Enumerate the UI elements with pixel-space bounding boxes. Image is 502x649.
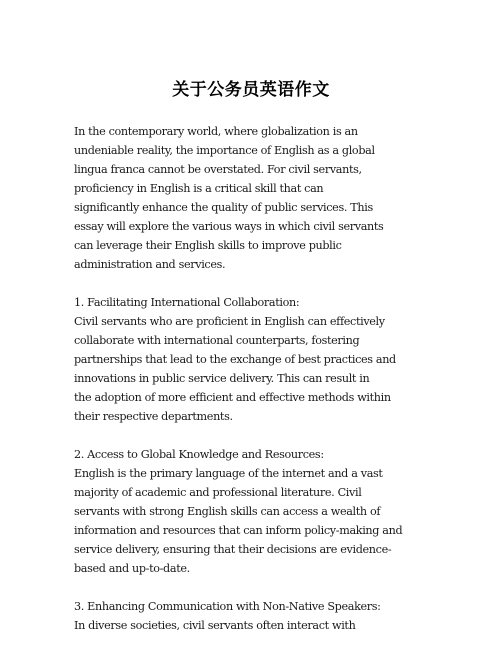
section-2 xyxy=(74,445,434,578)
text-line: proficiency in English is a critical skill that can xyxy=(74,182,324,195)
text-line: lingua franca cannot be overstated. For civil servants, xyxy=(74,163,362,176)
text-line: can leverage their English skills to improve public xyxy=(74,239,342,252)
section-1 xyxy=(74,293,434,426)
text-line: In diverse societies, civil servants often interact with xyxy=(74,619,356,632)
paragraph-spacer xyxy=(74,578,434,597)
section-heading: 3. Enhancing Communication with Non-Native Speakers: xyxy=(74,600,381,613)
text-line: partnerships that lead to the exchange of best practices and xyxy=(74,353,396,366)
text-line: based and up-to-date. xyxy=(74,562,190,575)
text-line: information and resources that can inform policy-making and xyxy=(74,524,403,537)
text-line: significantly enhance the quality of public services. This xyxy=(74,201,373,214)
text-line: essay will explore the various ways in which civil servants xyxy=(74,220,384,233)
document-body xyxy=(74,122,434,635)
text-line: service delivery, ensuring that their decisions are evidence- xyxy=(74,543,392,556)
text-line: In the contemporary world, where globalization is an xyxy=(74,125,358,138)
text-line: servants with strong English skills can access a wealth of xyxy=(74,505,381,518)
text-line: innovations in public service delivery. This can result in xyxy=(74,372,370,385)
text-line: English is the primary language of the internet and a vast xyxy=(74,467,383,480)
text-line: undeniable reality, the importance of English as a global xyxy=(74,144,375,157)
text-line: administration and services. xyxy=(74,258,226,271)
section-heading: 1. Facilitating International Collaboration: xyxy=(74,296,300,309)
intro-paragraph xyxy=(74,122,434,274)
text-line: their respective departments. xyxy=(74,410,233,423)
text-line: collaborate with international counterparts, fostering xyxy=(74,334,360,347)
paragraph-spacer xyxy=(74,426,434,445)
section-3 xyxy=(74,597,434,635)
text-line: Civil servants who are proficient in English can effectively xyxy=(74,315,385,328)
section-heading: 2. Access to Global Knowledge and Resources: xyxy=(74,448,324,461)
text-line: the adoption of more efficient and effective methods within xyxy=(74,391,391,404)
document-title: 关于公务员英语作文 xyxy=(172,80,330,100)
paragraph-spacer xyxy=(74,274,434,293)
text-line: majority of academic and professional literature. Civil xyxy=(74,486,362,499)
